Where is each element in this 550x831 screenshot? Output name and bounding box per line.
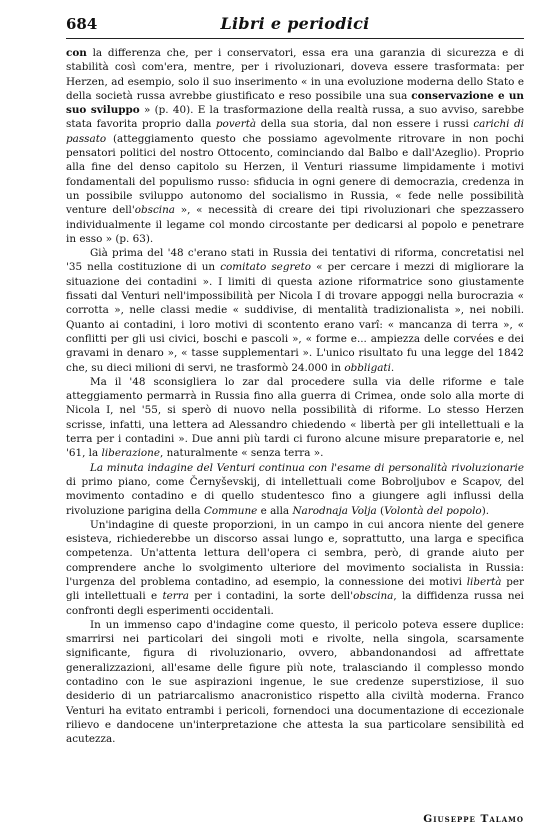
text-run: » (p. 40). E la trasformazione della realtà russa, a suo avviso, sarebbe stata favorita proprio dalla (66, 104, 525, 131)
text-run: di primo piano, come Černyševskij, di intellettuali come Bobroljubov e Scapov, del movimento contadino e di quello studentesco fino a giungere agli influssi della rivoluzione parigina della (66, 475, 524, 517)
text-run: . (390, 361, 395, 374)
text-run: liberazione (101, 447, 161, 460)
text-run: per gli intellettuali e (66, 575, 525, 603)
text-run: Narodnaja Volja (292, 504, 377, 517)
text-run: Commune (203, 504, 258, 517)
paragraph (66, 518, 524, 618)
paragraph (66, 246, 524, 375)
text-run: Volontà del popolo (384, 504, 482, 517)
text-run: , naturalmente « senza terra ». (160, 447, 324, 460)
text-run: In un immenso capo d'indagine come questo, il pericolo poteva essere duplice: smarrirsi nei particolari dei singoli moti e rivolte, nella singola, scarsamente significante, figura di rivoluzionario, ovvero, abbandonandosi ad affrettate generalizzazioni, all'esame delle figure più note, tralasciando il complesso mondo contadino con le sue aspirazioni ingenue, le sue credenze superstiziose, il suo desiderio di un patriarcalismo anacronistico rispetto alla civiltà moderna. Franco Venturi ha evitato entrambi i pericoli, fornendoci una documentazione di eccezionale rilievo e dandocene un'interpretazione che attesta la sua particolare sensibilità ed acutezza. (66, 618, 524, 746)
text-run: la differenza che, per i conservatori, essa era una garanzia di sicurezza e di stabilità così com'era, mentre, per i rivoluzionari, doveva essere trasformata: per Herzen, ad esempio, solo il suo inserimento « in una evoluzione moderna dello Stato e della società russa avrebbe giustificato e reso possibile una sua (66, 47, 524, 102)
paragraph (66, 375, 524, 461)
text-run: obscina (353, 590, 394, 603)
text-run: ). (481, 504, 490, 517)
text-run: obbligati (344, 361, 391, 374)
text-run: La minuta indagine del Venturi continua con l'esame di personalità rivoluzionarie (90, 461, 524, 474)
text-run: con (66, 47, 87, 59)
author-signature: Giuseppe Talamo (423, 813, 524, 825)
text-run: « per cercare i mezzi di migliorare la situazione dei contadini ». I limiti di questa azione riformatrice sono giustamente fissati dal Venturi nell'impossibilità per Nicola I di trovare appoggi nella burocrazia « corrotta », nelle classi medie « suddivise, di mentalità tradizionalista », nei nobili. Quanto ai contadini, i loro motivi di scontento erano varî: « mancanza di terra », « conflitti per gli usi civici, boschi e pascoli », « forme e... ampiezza delle corvées e dei gravami in denaro », « tasse supplementari ». L'unico risultato fu una legge del 1842 che, su dieci milioni di servi, ne trasformò 24.000 in (66, 261, 524, 374)
text-run: e alla (257, 504, 293, 517)
text-run: conservazione e un suo sviluppo (66, 89, 524, 117)
body-text (66, 46, 524, 747)
text-run: », « necessità di creare dei tipi rivoluzionari che spezzassero individualmente il legame col mondo circostante per dedicarsi al popolo e penetrare in esso » (p. 63). (66, 204, 524, 245)
paragraph (66, 618, 524, 747)
text-run: ( (376, 504, 385, 517)
text-run: Già prima del '48 c'erano stati in Russia dei tentativi di riforma, concretatisi nel '35 nella costituzione di un (66, 247, 524, 274)
text-run: Ma il '48 sconsigliera lo zar dal procedere sulla via delle riforme e tale atteggiamento permarrà in Russia fino alla guerra di Crimea, onde solo alla morte di Nicola I, nel '55, si sperò di nuovo nella possibilità di riforme. Lo stesso Herzen scrisse, infatti, una lettera ad Alessandro chiedendo « libertà per gli intellettuali e la terra per i contadini ». Due anni più tardi ci furono alcune misure preparatorie e, nel '61, la (66, 375, 524, 460)
text-run: comitato segreto (220, 261, 312, 274)
text-run: , la diffidenza russa nei confronti degli esperimenti occidentali. (66, 590, 524, 617)
header-rule (66, 38, 524, 39)
page-number: 684 (66, 15, 98, 33)
text-run: obscina (134, 204, 176, 217)
text-run: terra (162, 590, 189, 603)
text-run: povertà (215, 118, 257, 131)
text-run: della sua storia, dal non essere i russi (256, 118, 474, 131)
text-run: per i contadini, la sorte dell' (188, 590, 354, 603)
running-title: Libri e periodici (220, 14, 370, 33)
paragraph (66, 461, 524, 518)
text-run: (atteggiamento questo che possiamo agevolmente ritrovare in non pochi pensatori politici del nostro Ottocento, cominciando dal Balbo e dall'Azeglio). Proprio alla fine del denso capitolo su Herzen, il Venturi riassume limpidamente i motivi fondamentali del populismo russo: sfiducia in ogni genere di democrazia, credenza in un possibile sviluppo autonomo del socialismo in Russia, « fede nelle possibilità venture dell' (66, 132, 524, 217)
paragraph (66, 46, 524, 246)
page-header (66, 14, 524, 38)
text-run: carichi di passato (66, 118, 525, 145)
text-run: libertà (466, 575, 502, 588)
text-run: Un'indagine di queste proporzioni, in un campo in cui ancora niente del genere esisteva, richiederebbe un discorso assai lungo e, soprattutto, una larga e specifica competenza. Un'attenta lettura dell'opera ci sembra, però, di grande aiuto per comprendere anche lo svolgimento ulteriore del movimento socialista in Russia: l'urgenza del problema contadino, ad esempio, la connessione dei motivi (66, 518, 524, 588)
